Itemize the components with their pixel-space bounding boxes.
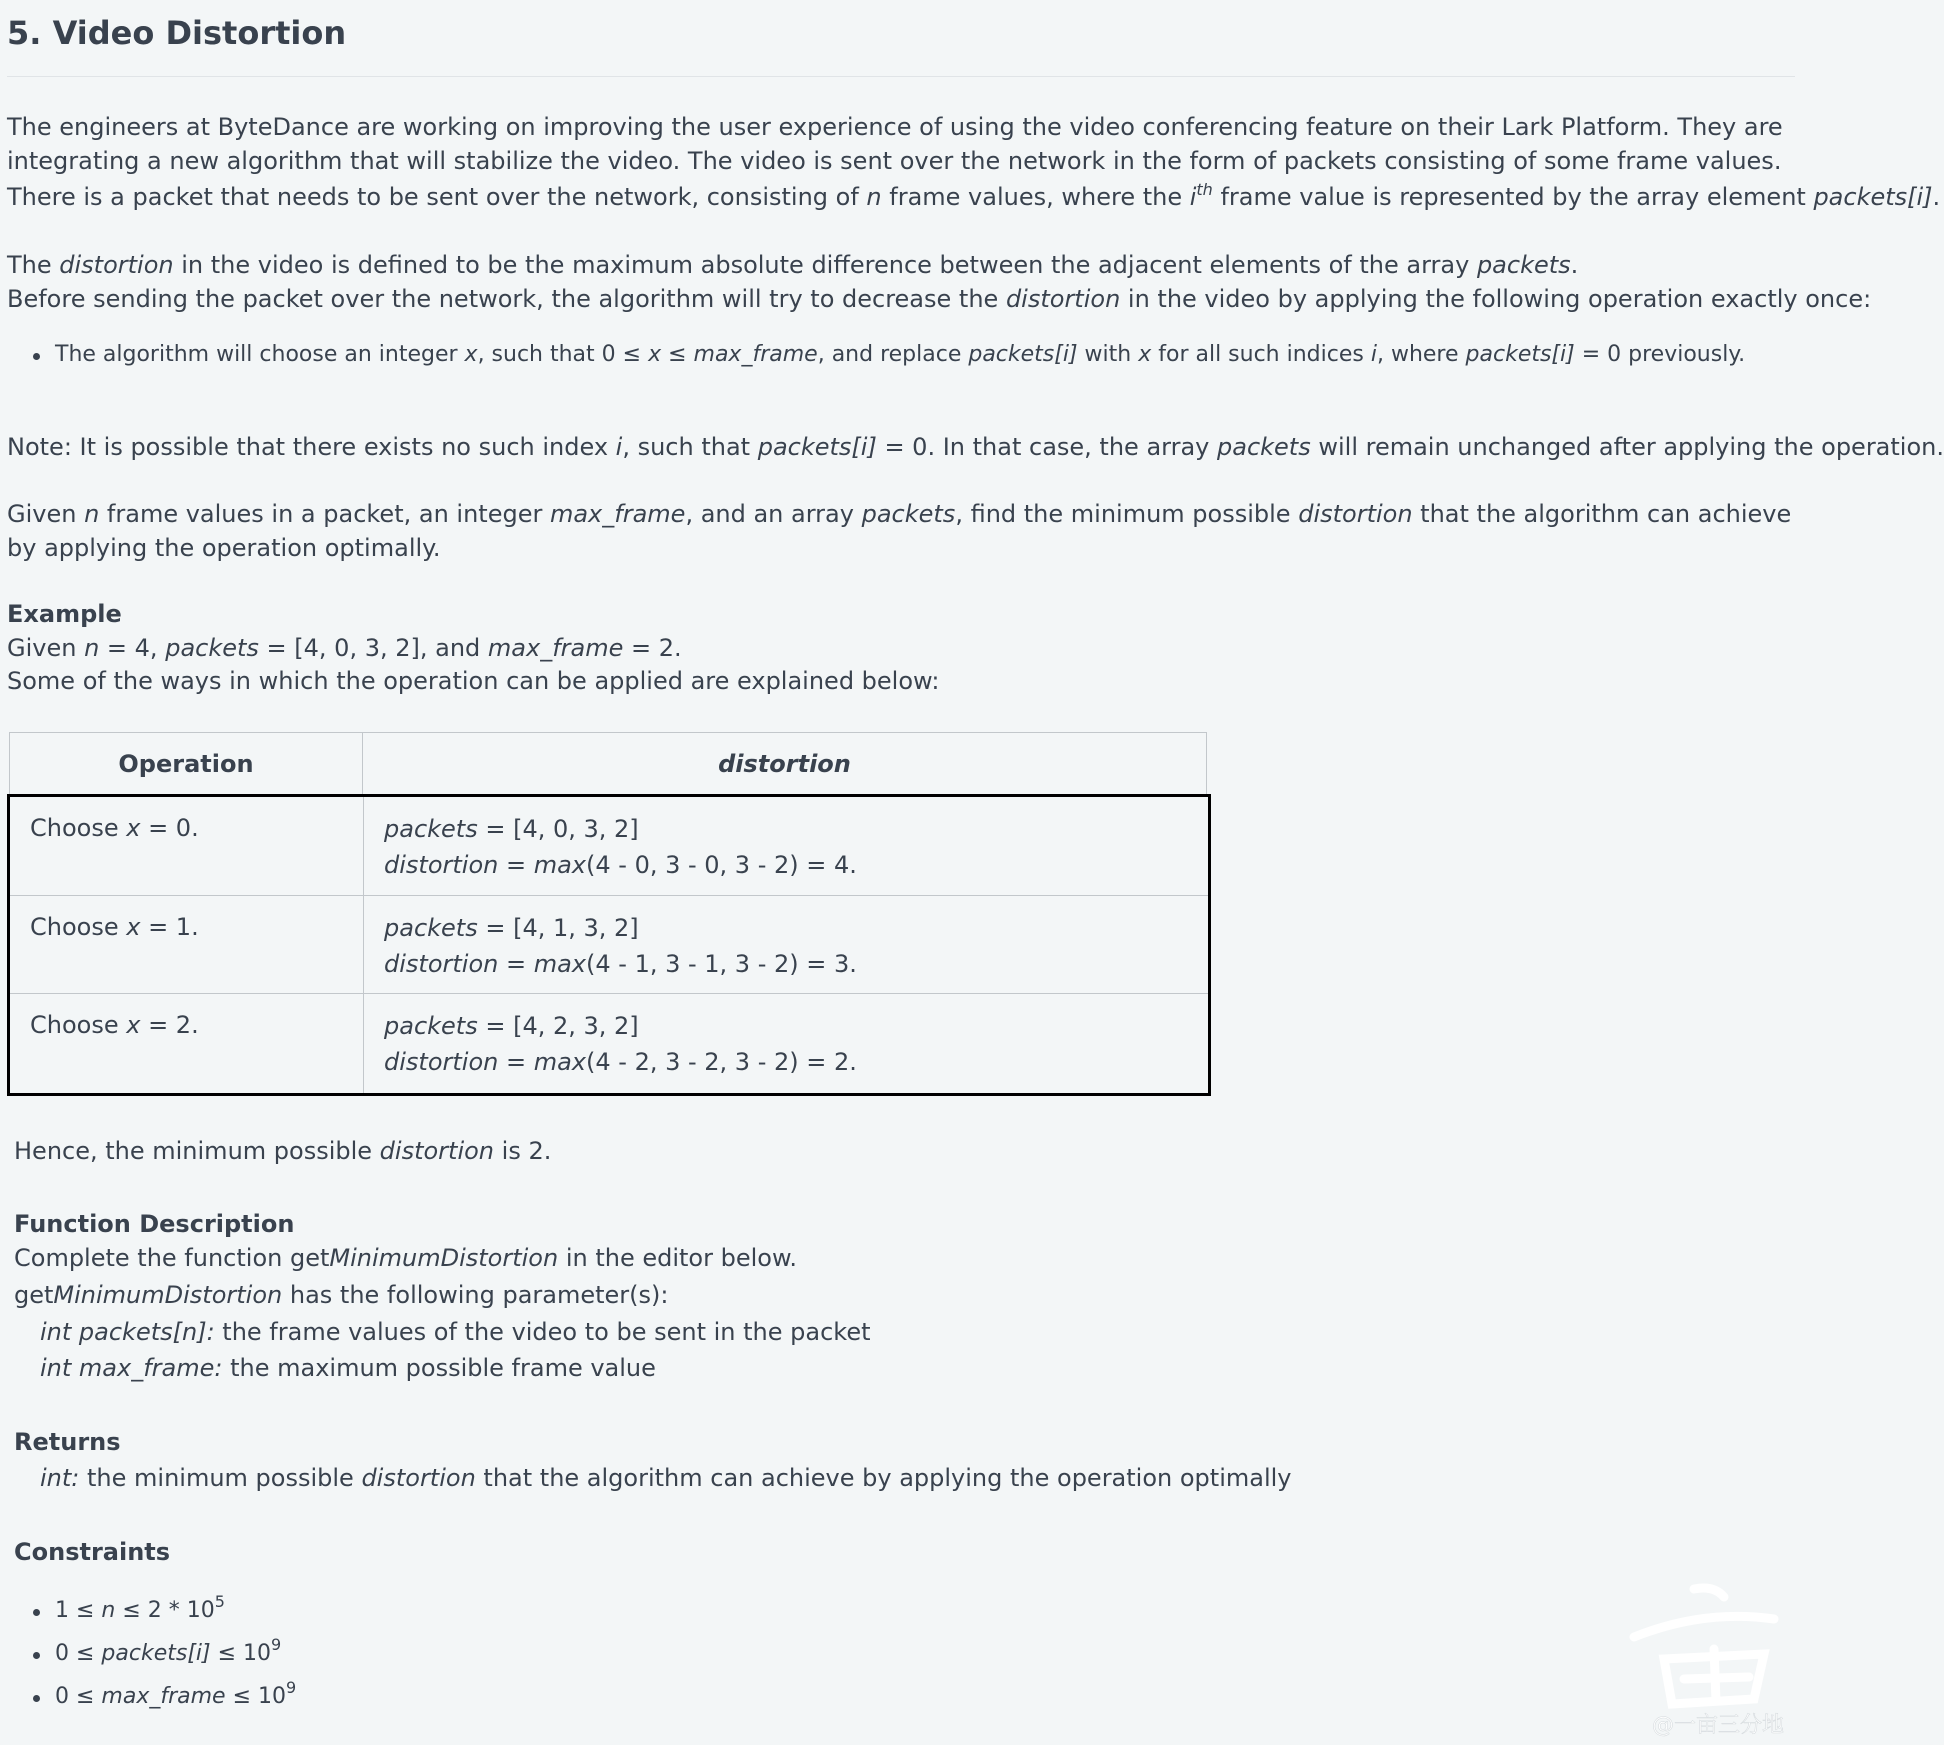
text: has the following parameter(s): (282, 1281, 669, 1309)
var-n: n (84, 634, 100, 662)
param-name: int max_frame: (40, 1354, 223, 1382)
text: . (1570, 251, 1579, 279)
term-distortion: distortion (1005, 285, 1121, 313)
function-name: MinimumDistortion (329, 1244, 559, 1272)
text: 1 ≤ (55, 1598, 102, 1623)
text: in the video is defined to be the maximum absolute difference between the adjacent elements of the array (173, 251, 1477, 279)
text: that the algorithm can achieve by applying the operation optimally (475, 1464, 1292, 1492)
var-n: n (866, 183, 882, 211)
text: ≤ 10 (210, 1641, 272, 1666)
term-distortion: distortion (1298, 500, 1413, 528)
constraint-item (33, 1594, 225, 1628)
text: = (498, 1048, 534, 1076)
var-n: n (84, 500, 100, 528)
text: = [4, 0, 3, 2] (477, 815, 639, 843)
table-header (9, 732, 1207, 796)
text: frame value is represented by the array element (1212, 183, 1814, 211)
var-x: x (126, 913, 141, 941)
text: The algorithm will choose an integer (55, 342, 465, 367)
example-heading (7, 597, 1797, 631)
var-i: i (615, 433, 623, 461)
definition-paragraph (7, 248, 1797, 282)
text: . (1932, 183, 1941, 211)
text: = 0. In that case, the array (876, 433, 1217, 461)
term-distortion: distortion (59, 251, 174, 279)
fn-max: max (533, 1048, 587, 1076)
term-distortion: distortion (361, 1464, 476, 1492)
text: (4 - 2, 3 - 2, 3 - 2) = 2. (586, 1048, 857, 1076)
watermark-logo (1624, 1579, 1794, 1739)
term-distortion: distortion (384, 851, 499, 879)
text: = 0. (140, 814, 199, 842)
header-distortion (363, 733, 1206, 795)
term-distortion: distortion (379, 1137, 495, 1165)
text: = 2. (140, 1011, 199, 1039)
text: (4 - 1, 3 - 1, 3 - 2) = 3. (586, 950, 857, 978)
note-paragraph (7, 430, 1944, 464)
term-distortion: distortion (384, 1048, 499, 1076)
text: The (7, 251, 60, 279)
text: frame values, where the (881, 183, 1190, 211)
text: Note: It is possible that there exists no such index (7, 433, 616, 461)
text: Choose (30, 913, 127, 941)
var-x: x (126, 1011, 141, 1039)
exponent: 5 (214, 1592, 225, 1611)
var-packets-i: packets[i] (1813, 183, 1933, 211)
text: Given (7, 500, 85, 528)
inequality: ≤ x ≤ (622, 342, 687, 367)
header-operation: Operation (118, 750, 254, 778)
table-row (10, 797, 1208, 895)
text: = [4, 2, 3, 2] (477, 1012, 639, 1040)
param-desc: the frame values of the video to be sent in the packet (214, 1318, 871, 1346)
text: = 1. (140, 913, 199, 941)
text: = [4, 1, 3, 2] (477, 914, 639, 942)
var-x: x (126, 814, 141, 842)
before-paragraph (7, 282, 1872, 316)
var-packets: packets (861, 500, 956, 528)
var-max-frame: max_frame (487, 634, 624, 662)
var-packets-i: packets[i] (757, 433, 877, 461)
text: ≤ 2 * 10 (115, 1598, 215, 1623)
var-i: i (1189, 183, 1197, 211)
text: Choose (30, 814, 127, 842)
heading-text: Returns (14, 1428, 121, 1456)
var-packets: packets (1217, 433, 1311, 461)
text: 0 ≤ (55, 1684, 102, 1709)
var-packets-i: packets[i] (1465, 342, 1575, 367)
text: Complete the function get (14, 1244, 330, 1272)
text: = (498, 851, 534, 879)
fn-max: max (533, 950, 587, 978)
text: for all such indices (1151, 342, 1371, 367)
function-parameters-line (14, 1278, 1804, 1312)
var-n: n (101, 1598, 116, 1623)
operation-cell (30, 811, 199, 845)
returns-line (40, 1461, 1830, 1495)
text: is 2. (494, 1137, 552, 1165)
text: 0 ≤ (55, 1641, 102, 1666)
table-row (10, 896, 1208, 994)
text: , where (1376, 342, 1466, 367)
var-packets-i: packets[i] (968, 342, 1078, 367)
text: = (498, 950, 534, 978)
operation-bullet (33, 338, 1745, 372)
var-packets: packets (165, 634, 259, 662)
text: , such that 0 (477, 342, 623, 367)
example-explanation (7, 664, 1797, 698)
param-packets (40, 1315, 1830, 1349)
text: Choose (30, 1011, 127, 1039)
text: in the editor below. (558, 1244, 798, 1272)
var-x: x (464, 342, 478, 367)
fn-max: max (533, 851, 587, 879)
superscript-th: th (1196, 180, 1213, 199)
intro-paragraph (7, 110, 1797, 178)
text: (4 - 0, 3 - 0, 3 - 2) = 4. (586, 851, 857, 879)
var-packets-i: packets[i] (101, 1641, 211, 1666)
returns-heading (14, 1425, 1804, 1459)
text: = [4, 0, 3, 2], and (258, 634, 488, 662)
var-x: x (1138, 342, 1152, 367)
param-max-frame (40, 1351, 1830, 1385)
text: ≤ 10 (225, 1684, 287, 1709)
var-max-frame: max_frame (686, 342, 818, 367)
operation-cell (30, 1008, 199, 1042)
function-description-line (14, 1241, 1804, 1275)
var-packets: packets (384, 815, 478, 843)
given-paragraph (7, 497, 1797, 565)
operation-cell (30, 910, 199, 944)
text: Given (7, 634, 85, 662)
constraint-item (33, 1680, 296, 1714)
table-body (7, 794, 1211, 1096)
term-distortion: distortion (384, 950, 499, 978)
constraints-heading (14, 1535, 1804, 1569)
text: in the video by applying the following operation exactly once: (1120, 285, 1872, 313)
text: the minimum possible (79, 1464, 362, 1492)
heading-text: Function Description (14, 1210, 295, 1238)
text: = 2. (623, 634, 682, 662)
var-packets: packets (384, 914, 478, 942)
text: There is a packet that needs to be sent over the network, consisting of (7, 183, 867, 211)
text: , and replace (817, 342, 969, 367)
text: with (1077, 342, 1139, 367)
example-given (7, 631, 1797, 665)
heading-text: Example (7, 600, 122, 628)
text: will remain unchanged after applying the operation. (1310, 433, 1944, 461)
function-name: MinimumDistortion (53, 1281, 283, 1309)
distortion-cell (384, 910, 857, 982)
watermark-icon (1624, 1579, 1794, 1739)
text: get (14, 1281, 54, 1309)
watermark-text: @一亩三分地 (1651, 1713, 1784, 1738)
distortion-cell (384, 811, 857, 883)
packet-paragraph (7, 180, 1941, 214)
text: = 4, (99, 634, 166, 662)
hence-paragraph (14, 1134, 1804, 1168)
var-max-frame: max_frame (549, 500, 686, 528)
constraint-item (33, 1637, 281, 1671)
text: , and an array (685, 500, 862, 528)
var-packets: packets (384, 1012, 478, 1040)
text: Some of the ways in which the operation can be applied are explained below: (7, 667, 940, 695)
title-divider (7, 76, 1795, 77)
exponent: 9 (286, 1678, 297, 1697)
var-packets: packets (1476, 251, 1571, 279)
text: frame values in a packet, an integer (99, 500, 550, 528)
text: , find the minimum possible (955, 500, 1299, 528)
text: that the algorithm can achieve by applying the operation optimally. (7, 500, 1792, 562)
var-i: i (1370, 342, 1377, 367)
text: = 0 previously. (1574, 342, 1746, 367)
param-desc: the maximum possible frame value (222, 1354, 656, 1382)
distortion-cell (384, 1008, 857, 1080)
function-description-heading (14, 1207, 1804, 1241)
return-type: int: (40, 1464, 80, 1492)
text: , such that (622, 433, 758, 461)
page-title: 5. Video Distortion (7, 14, 347, 52)
text: Before sending the packet over the network, the algorithm will try to decrease the (7, 285, 1006, 313)
var-max-frame: max_frame (101, 1684, 226, 1709)
heading-text: Constraints (14, 1538, 171, 1566)
exponent: 9 (271, 1635, 282, 1654)
table-row (10, 994, 1208, 1092)
param-name: int packets[n]: (40, 1318, 215, 1346)
header-text: distortion (718, 750, 851, 778)
text: Hence, the minimum possible (14, 1137, 380, 1165)
intro-text: The engineers at ByteDance are working on improving the user experience of using the video conferencing feature on their Lark Platform. They are integrating a new algorithm that will stabilize the video. The video is sent over the network in the form of packets consisting of some frame values. (7, 113, 1783, 175)
